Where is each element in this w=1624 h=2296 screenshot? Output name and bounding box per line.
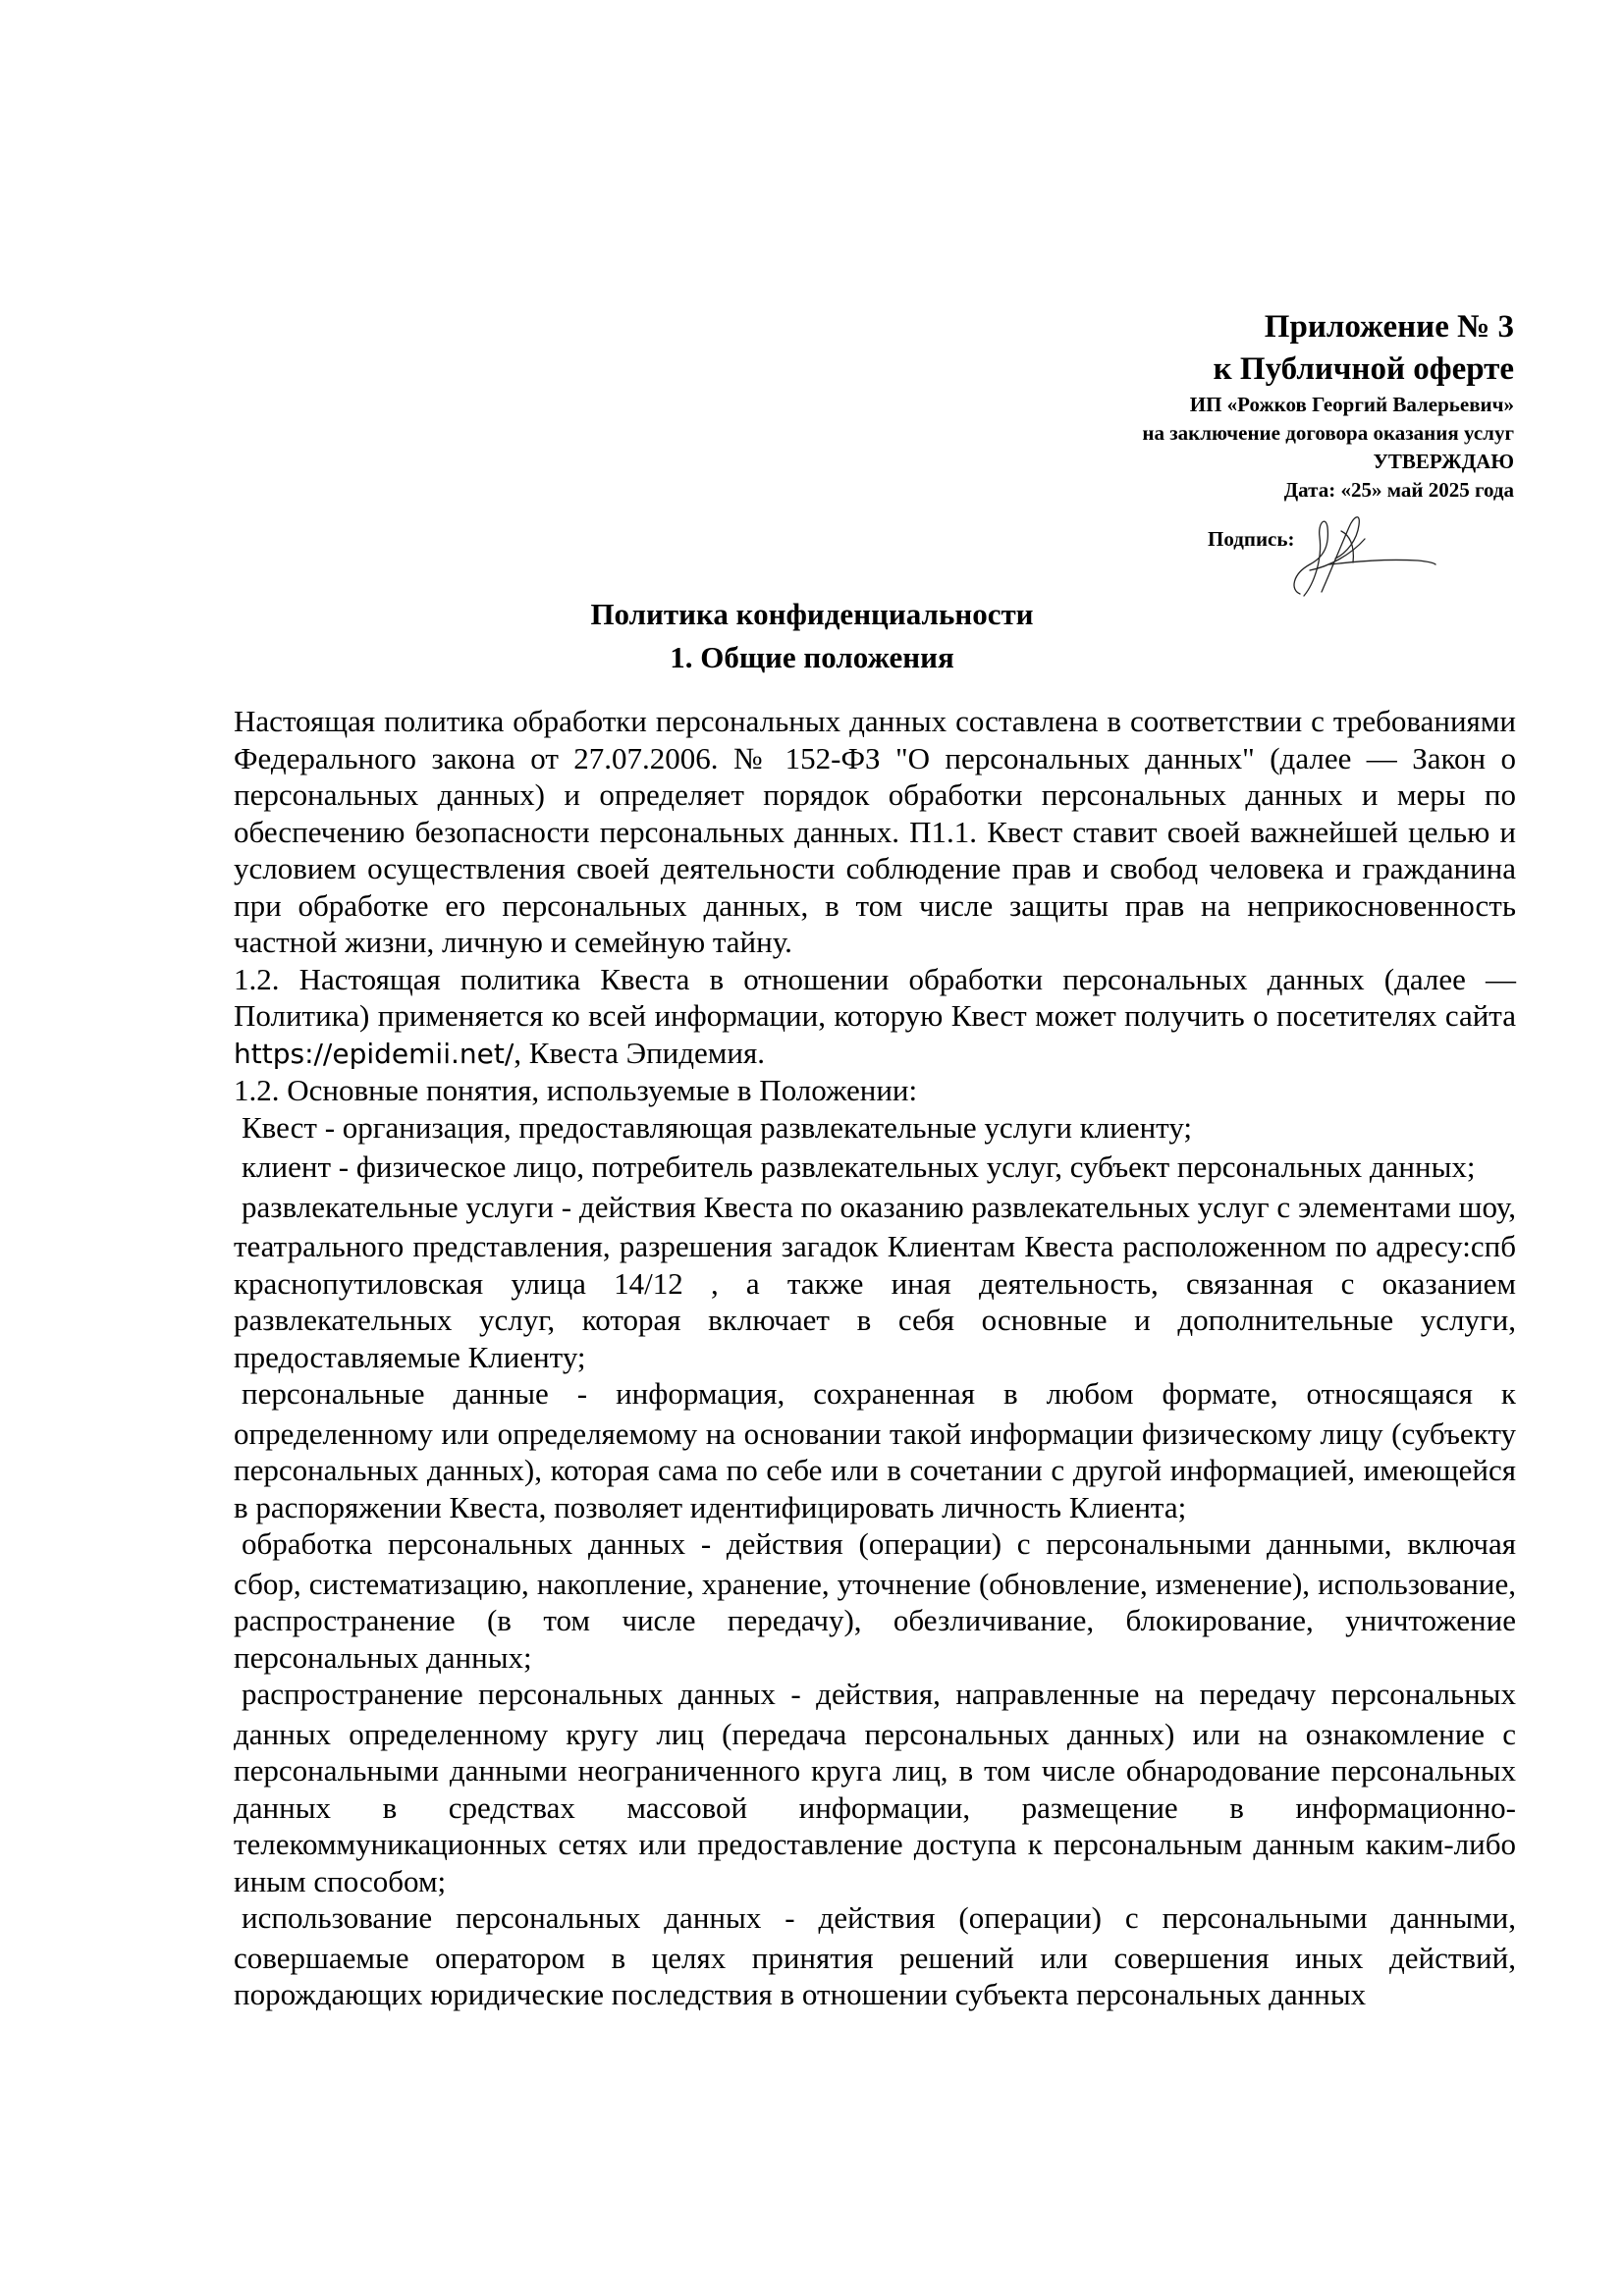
list-item-text: обработка персональных данных - действия (операции) с персональными данными, включая сбор, систематизацию, накопление, хранение, уточнение (обновление, изменение), использование, распространение (в том числе передачу), обезличивание, блокирование, уничтожение персональных данных; xyxy=(234,1526,1516,1675)
document-title: Политика конфиденциальности xyxy=(590,597,1034,631)
handwritten-signature xyxy=(1271,506,1437,604)
paragraph-intro: Настоящая политика обработки персональных данных составлена в соответствии с требованиями Федерального закона от 27.07.2006. № 152-ФЗ "О персональных данных" (далее — Закон о персональных данных) и определяет порядок обработки персональных данных и меры по обеспечению безопасности персональных данных. П1.1. Квест ставит своей важнейшей целью и условием осуществления своей деятельности соблюдение прав и свобод человека и гражданина при обработке его персональных данных, в том числе защиты прав на неприкосновенность частной жизни, личную и семейную тайну. xyxy=(234,704,1516,959)
appendix-number: Приложение № 3 xyxy=(1264,309,1514,345)
approval-date: Дата: «25» май 2025 года xyxy=(1283,478,1514,502)
signature-block xyxy=(1208,506,1443,604)
document-body xyxy=(234,703,1516,2013)
list-item-text: использование персональных данных - действия (операции) с персональными данными, совершаемые оператором в целях принятия решений или совершения иных действий, порождающих юридические последствия в отношении субъекта персональных данных xyxy=(234,1900,1516,2011)
entrepreneur-name: ИП «Рожков Георгий Валерьевич» xyxy=(1189,393,1514,416)
list-item xyxy=(234,1109,1516,1149)
list-item-text: развлекательные услуги - действия Квеста по оказанию развлекательных услуг с элементами шоу, театрального представления, разрешения загадок Клиентам Квеста расположенном по адресу:спб краснопутиловская улица 14/12 , а также иная деятельность, связанная с оказанием развлекательных услуг, которая включает в себя основные и дополнительные услуги, предоставляемые Клиенту; xyxy=(234,1189,1516,1374)
list-item-text: клиент - физическое лицо, потребитель развлекательных услуг, субъект персональных данных; xyxy=(242,1149,1476,1184)
list-item-text: Квест - организация, предоставляющая развлекательные услуги клиенту; xyxy=(242,1109,1193,1145)
paragraph-scope xyxy=(234,961,1516,1073)
appendix-reference: к Публичной оферте xyxy=(1213,351,1514,387)
list-item xyxy=(234,1375,1516,1525)
list-item xyxy=(234,1676,1516,1899)
list-item xyxy=(234,1525,1516,1676)
approval-stamp: УТВЕРЖДАЮ xyxy=(1373,450,1514,473)
site-url-link[interactable]: https://epidemii.net/ xyxy=(234,1037,514,1070)
list-item xyxy=(234,1899,1516,2013)
approval-header xyxy=(630,306,1514,505)
document-titles xyxy=(0,593,1624,679)
contract-subject: на заключение договора оказания услуг xyxy=(1142,421,1514,445)
paragraph-scope-text: 1.2. Настоящая политика Квеста в отношении обработки персональных данных (далее — Политика) применяется ко всей информации, которую Квест может получить о посетителях сайта xyxy=(234,961,1516,1033)
list-item-text: персональные данные - информация, сохраненная в любом формате, относящаяся к определенному или определяемому на основании такой информации физическому лицу (субъекту персональных данных), которая сама по себе или в сочетании с другой информацией, имеющейся в распоряжении Квеста, позволяет идентифицировать личность Клиента; xyxy=(234,1376,1516,1524)
list-item-text: распространение персональных данных - действия, направленные на передачу персональных данных определенному кругу лиц (передача персональных данных) или на ознакомление с персональными данными неограниченного круга лиц, в том числе обнародование персональных данных в средствах массовой информации, размещение в информационно-телекоммуникационных сетях или предоставление доступа к персональным данным каким-либо иным способом; xyxy=(234,1677,1516,1898)
paragraph-scope-end: , Квеста Эпидемия. xyxy=(514,1035,766,1070)
signature-label: Подпись: xyxy=(1208,527,1295,551)
list-item xyxy=(234,1189,1516,1376)
paragraph-definitions: 1.2. Основные понятия, используемые в Положении: xyxy=(234,1073,918,1107)
list-item xyxy=(234,1148,1516,1189)
section-title: 1. Общие положения xyxy=(670,640,954,674)
